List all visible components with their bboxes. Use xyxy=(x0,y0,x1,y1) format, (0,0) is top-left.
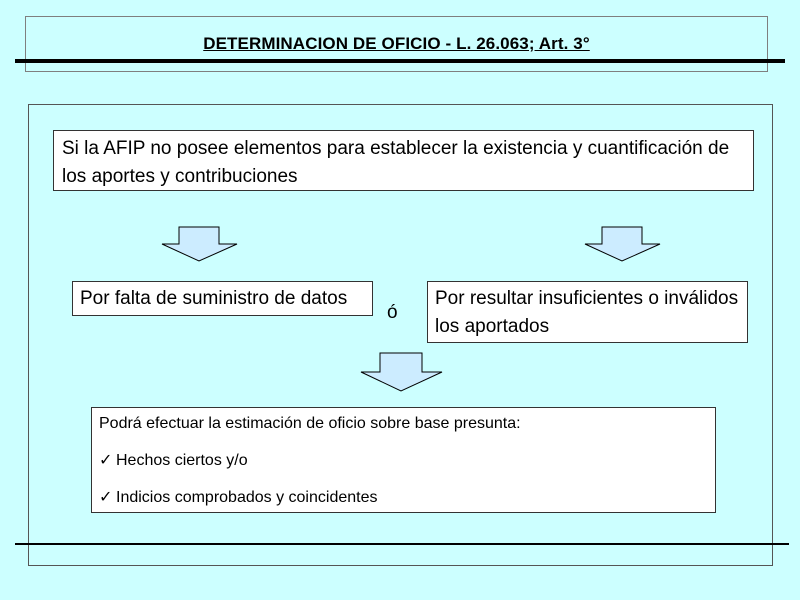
footer-divider xyxy=(15,543,789,545)
premise-text: Si la AFIP no posee elementos para establecer la existencia y cuantificación de los aportes y contribuciones xyxy=(62,138,730,187)
down-arrow-icon xyxy=(161,226,239,262)
cause-left-text: Por falta de suministro de datos xyxy=(80,288,348,309)
list-item xyxy=(99,487,708,524)
check-icon: ✓ xyxy=(99,489,113,506)
cause-right-box xyxy=(427,281,748,343)
list-item-label: Hechos ciertos y/o xyxy=(116,452,248,469)
title-divider xyxy=(15,59,785,63)
connector-label: ó xyxy=(387,302,398,323)
down-arrow-icon xyxy=(360,352,444,392)
conclusion-box xyxy=(91,407,716,513)
conclusion-heading: Podrá efectuar la estimación de oficio sobre base presunta: xyxy=(99,415,521,432)
down-arrow-icon xyxy=(584,226,662,262)
list-item xyxy=(99,450,708,487)
cause-right-text: Por resultar insuficientes o inválidos los aportados xyxy=(435,288,739,337)
page-title: DETERMINACION DE OFICIO - L. 26.063; Art. 3° xyxy=(203,34,590,53)
cause-left-box xyxy=(72,281,373,316)
check-icon: ✓ xyxy=(99,452,113,469)
premise-box xyxy=(53,130,754,191)
list-item-label: Indicios comprobados y coincidentes xyxy=(116,489,378,506)
